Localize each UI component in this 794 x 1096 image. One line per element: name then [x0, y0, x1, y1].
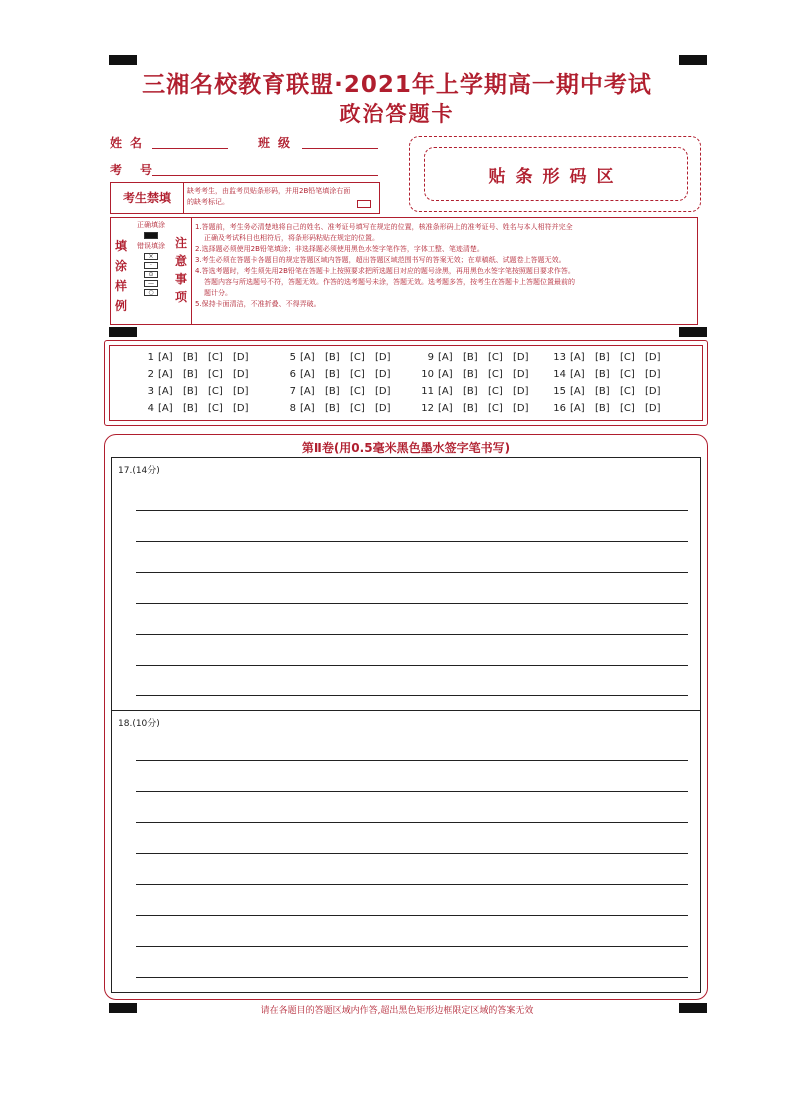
- footer-note: 请在各题目的答题区域内作答,超出黑色矩形边框限定区域的答案无效: [260, 1006, 534, 1016]
- mc-option-bubble[interactable]: [D]: [645, 403, 661, 414]
- mc-option-bubble[interactable]: [C]: [350, 386, 365, 397]
- wrong-fill-sample: ×: [144, 253, 158, 260]
- mc-option-bubble[interactable]: [C]: [620, 403, 635, 414]
- mc-option-bubble[interactable]: [A]: [158, 386, 173, 397]
- mc-option-bubble[interactable]: [B]: [325, 386, 340, 397]
- mc-option-bubble[interactable]: [D]: [513, 386, 529, 397]
- page-title: 三湘名校教育联盟·2021年上学期高一期中考试: [142, 72, 652, 98]
- fill-example-label: 填涂样例: [115, 239, 128, 313]
- wrong-fill-sample: —: [144, 280, 158, 287]
- mc-option-bubble[interactable]: [B]: [183, 352, 198, 363]
- mc-option-bubble[interactable]: [D]: [645, 369, 661, 380]
- page-subtitle: 政治答题卡: [339, 102, 455, 126]
- missing-exam-mark[interactable]: [357, 200, 371, 208]
- mc-option-bubble[interactable]: [A]: [438, 352, 453, 363]
- mc-option-bubble[interactable]: [D]: [375, 386, 391, 397]
- answer-line[interactable]: [136, 510, 688, 511]
- answer-line[interactable]: [136, 853, 688, 854]
- mc-question-row: [546, 352, 670, 363]
- mc-question-number: 16: [553, 403, 566, 414]
- mc-question-number: 14: [553, 369, 566, 380]
- barcode-label: 贴条形码区: [488, 167, 624, 187]
- mc-option-bubble[interactable]: [D]: [375, 352, 391, 363]
- mc-option-bubble[interactable]: [B]: [463, 352, 478, 363]
- class-field[interactable]: [302, 147, 378, 149]
- mc-question-row: [414, 369, 538, 380]
- mc-option-bubble[interactable]: [B]: [183, 369, 198, 380]
- registration-mark: [679, 327, 707, 337]
- missing-exam-text: 缺考考生，由监考员贴条形码，并用2B铅笔填涂右面的缺考标记。: [187, 187, 351, 206]
- mc-question-row: [546, 386, 670, 397]
- mc-question-row: [414, 352, 538, 363]
- mc-option-bubble[interactable]: [A]: [300, 352, 315, 363]
- answer-line[interactable]: [136, 665, 688, 666]
- mc-question-number: 11: [421, 386, 434, 397]
- notes-item: 正确及考试科目也相符后，将条形码粘贴在规定的位置。: [204, 234, 379, 242]
- mc-question-number: 13: [553, 352, 566, 363]
- mc-question-row: [140, 352, 258, 363]
- mc-option-bubble[interactable]: [A]: [438, 386, 453, 397]
- mc-option-bubble[interactable]: [C]: [620, 386, 635, 397]
- mc-question-number: 15: [553, 386, 566, 397]
- notes-item: 题计分。: [204, 289, 232, 297]
- mc-question-number: 10: [421, 369, 434, 380]
- mc-option-bubble[interactable]: [B]: [595, 386, 610, 397]
- mc-question-number: 4: [147, 403, 154, 414]
- answer-line[interactable]: [136, 695, 688, 696]
- missing-exam-box: [110, 182, 380, 214]
- mc-option-bubble[interactable]: [D]: [375, 369, 391, 380]
- answer-line[interactable]: [136, 884, 688, 885]
- mc-option-bubble[interactable]: [A]: [570, 386, 585, 397]
- notes-list: [195, 222, 695, 310]
- answer-line[interactable]: [136, 915, 688, 916]
- registration-mark: [109, 55, 137, 65]
- mc-option-bubble[interactable]: [B]: [595, 369, 610, 380]
- mc-question-row: [282, 403, 400, 414]
- mc-option-bubble[interactable]: [D]: [513, 369, 529, 380]
- answer-line[interactable]: [136, 791, 688, 792]
- correct-fill-label: 正确填涂: [137, 221, 165, 229]
- mc-option-bubble[interactable]: [B]: [595, 352, 610, 363]
- section2-title: 第Ⅱ卷(用0.5毫米黑色墨水签字笔书写): [301, 441, 511, 455]
- mc-option-bubble[interactable]: [A]: [300, 369, 315, 380]
- missing-exam-label: 考生禁填: [111, 183, 184, 213]
- mc-option-bubble[interactable]: [A]: [158, 352, 173, 363]
- multiple-choice-grid: [109, 345, 703, 421]
- mc-question-row: [140, 369, 258, 380]
- mc-option-bubble[interactable]: [A]: [570, 369, 585, 380]
- question-divider: [112, 710, 700, 711]
- wrong-fill-label: 错误填涂: [137, 242, 165, 250]
- mc-option-bubble[interactable]: [A]: [300, 386, 315, 397]
- mc-option-bubble[interactable]: [D]: [513, 352, 529, 363]
- mc-option-bubble[interactable]: [A]: [158, 369, 173, 380]
- wrong-fill-sample: ·: [144, 262, 158, 269]
- mc-option-bubble[interactable]: [C]: [488, 386, 503, 397]
- mc-question-number: 12: [421, 403, 434, 414]
- notes-box: [110, 217, 698, 325]
- mc-option-bubble[interactable]: [A]: [438, 369, 453, 380]
- registration-mark: [109, 327, 137, 337]
- name-field[interactable]: [152, 147, 228, 149]
- name-label: 姓名: [110, 136, 151, 150]
- mc-option-bubble[interactable]: [D]: [233, 403, 249, 414]
- mc-option-bubble[interactable]: [D]: [645, 352, 661, 363]
- mc-option-bubble[interactable]: [B]: [325, 369, 340, 380]
- mc-option-bubble[interactable]: [B]: [595, 403, 610, 414]
- mc-question-number: 6: [289, 369, 296, 380]
- question-label: 18.(10分): [118, 719, 160, 729]
- mc-option-bubble[interactable]: [C]: [488, 352, 503, 363]
- notes-item: 1.答题前，考生务必清楚地将自己的姓名、准考证号填写在规定的位置，核准条形码上的准考证号、姓名与本人相符并完全: [195, 223, 573, 231]
- answer-line[interactable]: [136, 603, 688, 604]
- mc-option-bubble[interactable]: [B]: [463, 369, 478, 380]
- notes-item: 2.选择题必须使用2B铅笔填涂；非选择题必须使用黑色水签字笔作答，字体工整、笔迹清楚。: [195, 245, 484, 253]
- mc-option-bubble[interactable]: [A]: [158, 403, 173, 414]
- multiple-choice-section: [104, 340, 708, 426]
- mc-question-row: [282, 369, 400, 380]
- exam-no-label: 考号: [110, 163, 171, 177]
- mc-option-bubble[interactable]: [B]: [463, 403, 478, 414]
- mc-option-bubble[interactable]: [D]: [645, 386, 661, 397]
- mc-question-row: [414, 403, 538, 414]
- mc-question-number: 8: [289, 403, 296, 414]
- answer-line[interactable]: [136, 760, 688, 761]
- barcode-area: [409, 136, 701, 212]
- mc-question-number: 3: [147, 386, 154, 397]
- answer-line[interactable]: [136, 946, 688, 947]
- class-label: 班级: [258, 136, 299, 150]
- mc-question-row: [282, 386, 400, 397]
- question-label: 17.(14分): [118, 466, 160, 476]
- mc-question-row: [282, 352, 400, 363]
- mc-option-bubble[interactable]: [C]: [620, 352, 635, 363]
- mc-question-row: [140, 386, 258, 397]
- mc-option-bubble[interactable]: [B]: [183, 403, 198, 414]
- mc-question-row: [140, 403, 258, 414]
- mc-option-bubble[interactable]: [D]: [513, 403, 529, 414]
- mc-option-bubble[interactable]: [C]: [350, 352, 365, 363]
- mc-option-bubble[interactable]: [B]: [183, 386, 198, 397]
- mc-option-bubble[interactable]: [A]: [570, 352, 585, 363]
- barcode-inner-box: [424, 147, 688, 201]
- mc-question-number: 2: [147, 369, 154, 380]
- wrong-fill-sample: ⊙: [144, 271, 158, 278]
- notes-label: 注意事项: [175, 236, 188, 304]
- mc-option-bubble[interactable]: [B]: [325, 403, 340, 414]
- notes-item: 4.答选考题时，考生须先用2B铅笔在答题卡上按照要求把所选题目对应的题号涂黑，再用黑色水签字笔按照题目要求作答。: [195, 267, 575, 275]
- fill-example-samples: [129, 220, 173, 298]
- mc-question-row: [414, 386, 538, 397]
- notes-divider: [191, 218, 192, 324]
- answer-line[interactable]: [136, 634, 688, 635]
- mc-option-bubble[interactable]: [B]: [463, 386, 478, 397]
- mc-option-bubble[interactable]: [A]: [438, 403, 453, 414]
- mc-option-bubble[interactable]: [B]: [325, 352, 340, 363]
- mc-question-row: [546, 369, 670, 380]
- mc-option-bubble[interactable]: [C]: [350, 403, 365, 414]
- mc-option-bubble[interactable]: [C]: [488, 403, 503, 414]
- mc-question-number: 9: [427, 352, 434, 363]
- mc-option-bubble[interactable]: [A]: [570, 403, 585, 414]
- mc-question-number: 5: [289, 352, 296, 363]
- mc-option-bubble[interactable]: [C]: [208, 403, 223, 414]
- mc-option-bubble[interactable]: [D]: [233, 352, 249, 363]
- mc-option-bubble[interactable]: [D]: [375, 403, 391, 414]
- mc-question-number: 1: [147, 352, 154, 363]
- mc-option-bubble[interactable]: [D]: [233, 369, 249, 380]
- mc-option-bubble[interactable]: [C]: [208, 352, 223, 363]
- mc-option-bubble[interactable]: [A]: [300, 403, 315, 414]
- mc-option-bubble[interactable]: [C]: [208, 369, 223, 380]
- answer-line[interactable]: [136, 822, 688, 823]
- wrong-fill-sample: ○: [144, 289, 158, 296]
- mc-question-number: 7: [289, 386, 296, 397]
- mc-option-bubble[interactable]: [C]: [620, 369, 635, 380]
- notes-item: 答题内容与所选题号不符，答题无效。作答的选考题号未涂，答题无效。选考题多答，按考生在答题卡上答题位置最前的: [204, 278, 575, 286]
- notes-item: 5.保持卡面清洁，不准折叠、不得弄破。: [195, 300, 321, 308]
- correct-fill-sample: [144, 232, 158, 239]
- mc-option-bubble[interactable]: [C]: [488, 369, 503, 380]
- answer-line[interactable]: [136, 541, 688, 542]
- notes-item: 3.考生必须在答题卡各题目的规定答题区域内答题，超出答题区域范围书写的答案无效；在草稿纸、试题卷上答题无效。: [195, 256, 566, 264]
- mc-option-bubble[interactable]: [D]: [233, 386, 249, 397]
- answer-line[interactable]: [136, 977, 688, 978]
- section2: [104, 434, 708, 1000]
- exam-no-field[interactable]: [152, 174, 378, 176]
- registration-mark: [679, 55, 707, 65]
- mc-option-bubble[interactable]: [C]: [208, 386, 223, 397]
- answer-line[interactable]: [136, 572, 688, 573]
- mc-option-bubble[interactable]: [C]: [350, 369, 365, 380]
- mc-question-row: [546, 403, 670, 414]
- section2-answer-area: [111, 457, 701, 993]
